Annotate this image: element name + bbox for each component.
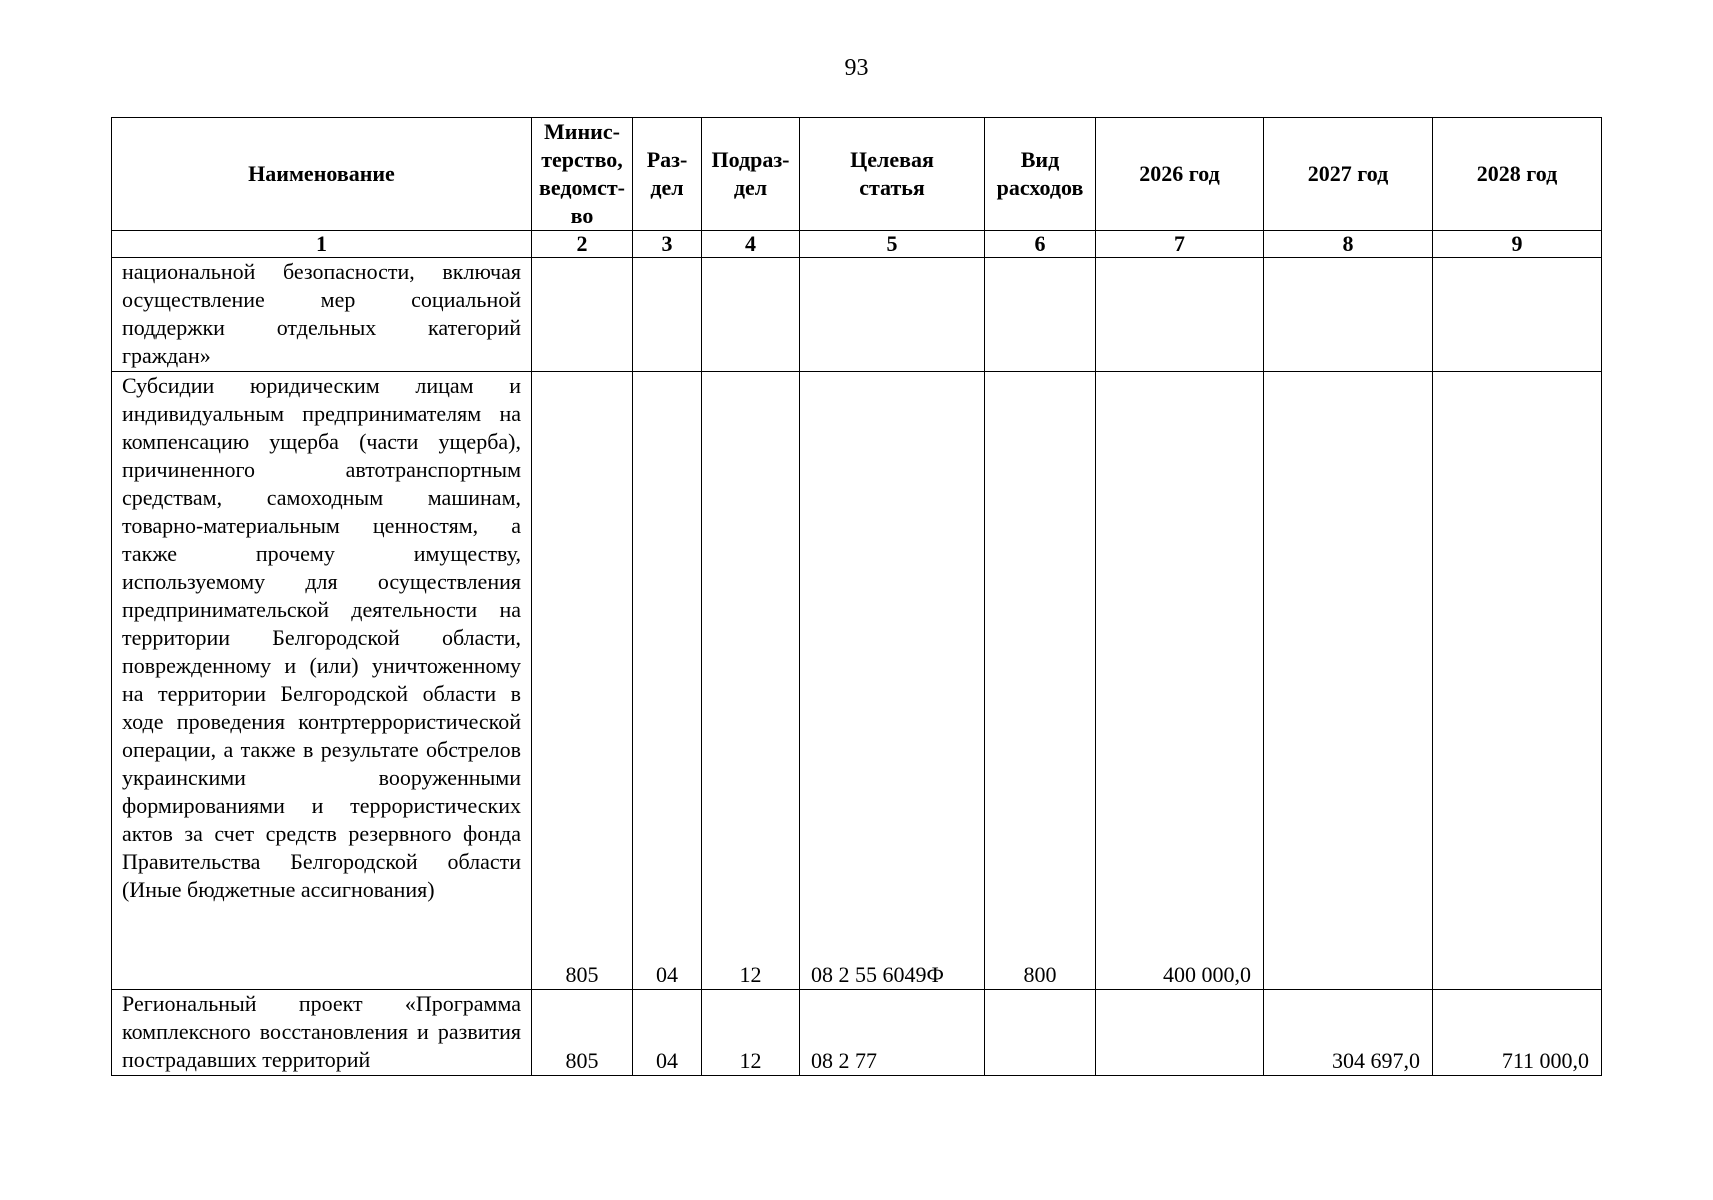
column-number: 1 — [112, 231, 532, 258]
row-section: 04 — [633, 990, 702, 1076]
row-name: Региональный проект «Программа комплексного восстановления и развития пострадавших территорий — [112, 990, 532, 1076]
row-2026 — [1096, 258, 1264, 372]
row-2027: 304 697,0 — [1264, 990, 1433, 1076]
header-line: терство, — [541, 147, 623, 172]
row-kind — [985, 258, 1096, 372]
table-row — [112, 372, 1602, 990]
row-target — [800, 258, 985, 372]
header-kind — [985, 118, 1096, 231]
row-ministry: 805 — [532, 372, 633, 990]
header-line: Целевая — [850, 147, 934, 172]
column-number: 5 — [800, 231, 985, 258]
header-line: Вид — [1020, 147, 1060, 172]
row-name: Субсидии юридическим лицам и индивидуальным предпринимателям на компенсацию ущерба (части ущерба), причиненного автотранспортным средствам, самоходным машинам, товарно-материальным ценностям, а также прочему имуществу, используемому для осуществления предпринимательской деятельности на территории Белгородской области, поврежденному и (или) уничтоженному на территории Белгородской области в ходе проведения контртеррористической операции, а также в результате обстрелов украинскими вооруженными формированиями и террористических актов за счет средств резервного фонда Правительства Белгородской области (Иные бюджетные ассигнования) — [112, 372, 532, 990]
row-kind: 800 — [985, 372, 1096, 990]
header-line: Минис- — [544, 119, 620, 144]
row-ministry — [532, 258, 633, 372]
row-subsection — [702, 258, 800, 372]
row-kind — [985, 990, 1096, 1076]
budget-table — [111, 117, 1602, 1076]
row-section: 04 — [633, 372, 702, 990]
row-2028 — [1433, 372, 1602, 990]
column-number: 4 — [702, 231, 800, 258]
header-line: дел — [733, 175, 768, 200]
column-number: 8 — [1264, 231, 1433, 258]
row-ministry: 805 — [532, 990, 633, 1076]
table-row — [112, 990, 1602, 1076]
row-target: 08 2 77 — [800, 990, 985, 1076]
row-2026 — [1096, 990, 1264, 1076]
row-section — [633, 258, 702, 372]
row-2027 — [1264, 372, 1433, 990]
header-line: дел — [650, 175, 684, 200]
header-target — [800, 118, 985, 231]
header-line: ведомст- — [539, 175, 625, 200]
row-2027 — [1264, 258, 1433, 372]
row-name: национальной безопасности, включая осуществление мер социальной поддержки отдельных категорий граждан» — [112, 258, 532, 372]
header-2027: 2027 год — [1264, 118, 1433, 231]
row-subsection: 12 — [702, 990, 800, 1076]
header-row — [112, 118, 1602, 231]
header-2028: 2028 год — [1433, 118, 1602, 231]
row-2026: 400 000,0 — [1096, 372, 1264, 990]
header-line: статья — [859, 175, 925, 200]
header-line: расходов — [996, 175, 1084, 200]
header-ministry — [532, 118, 633, 231]
header-name: Наименование — [112, 118, 532, 231]
column-number: 6 — [985, 231, 1096, 258]
row-2028: 711 000,0 — [1433, 990, 1602, 1076]
row-2028 — [1433, 258, 1602, 372]
header-line: во — [570, 203, 594, 228]
header-subsection — [702, 118, 800, 231]
row-target: 08 2 55 6049Ф — [800, 372, 985, 990]
column-number: 9 — [1433, 231, 1602, 258]
column-number-row — [112, 231, 1602, 258]
column-number: 2 — [532, 231, 633, 258]
table-row — [112, 258, 1602, 372]
page-number: 93 — [844, 55, 869, 81]
header-section — [633, 118, 702, 231]
column-number: 3 — [633, 231, 702, 258]
header-2026: 2026 год — [1096, 118, 1264, 231]
header-line: Подраз- — [711, 147, 790, 172]
row-subsection: 12 — [702, 372, 800, 990]
header-line: Раз- — [646, 147, 688, 172]
column-number: 7 — [1096, 231, 1264, 258]
